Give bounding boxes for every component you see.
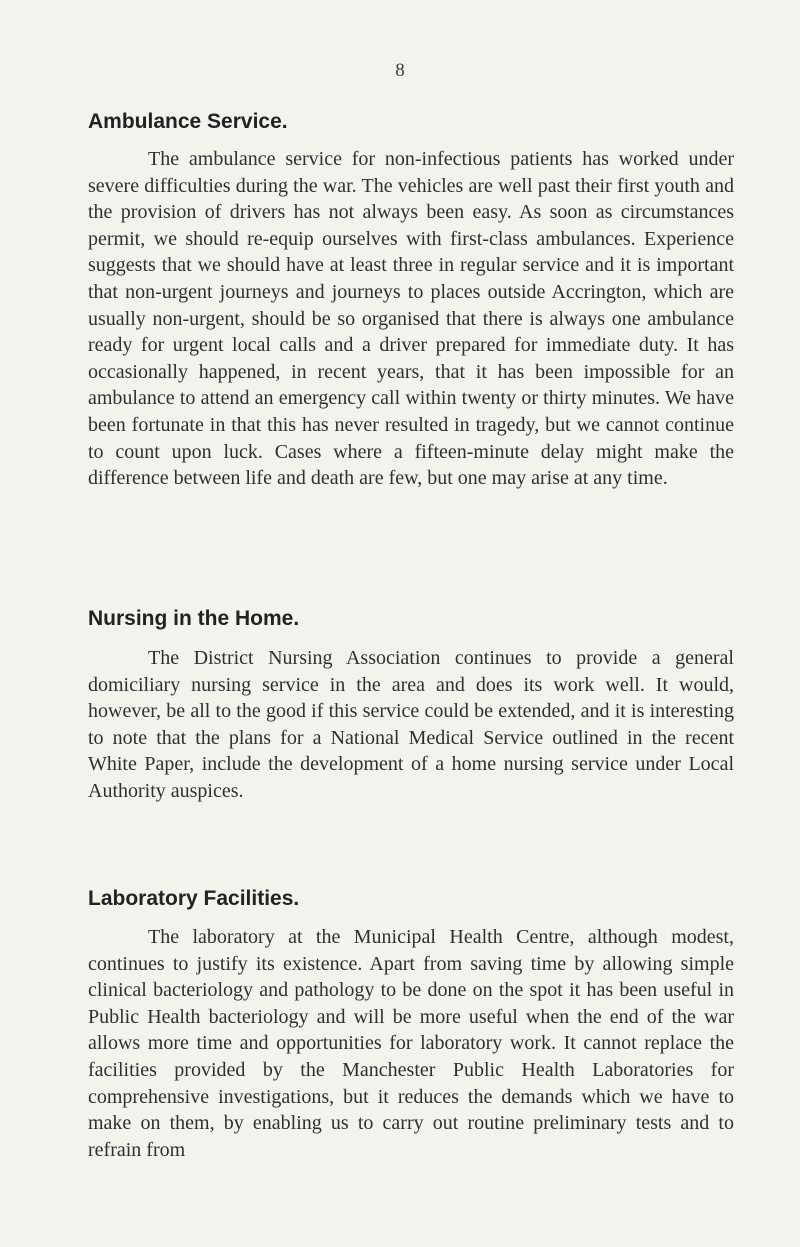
heading-ambulance-service: Ambulance Service.	[88, 110, 288, 133]
paragraph-ambulance-service: The ambulance service for non-infectious patients has worked under severe difficulties during the war. The vehicles are well past their first youth and the provision of drivers has not always been easy. As soon as circumstances permit, we should re-equip ourselves with first-class ambulances. Experience suggests that we should have at least three in regular service and it is important that non-urgent journeys and journeys to places outside Accrington, which are usually non-urgent, should be so organised that there is always one ambulance ready for urgent local calls and a driver prepared for immediate duty. It has occasionally happened, in recent years, that it has been impossible for an ambulance to attend an emergency call within twenty or thirty minutes. We have been fortunate in that this has never resulted in tragedy, but we cannot continue to count upon luck. Cases where a fifteen-minute delay might make the difference between life and death are few, but one may arise at any time.	[88, 148, 734, 490]
page-number: 8	[395, 60, 405, 81]
heading-laboratory-facilities: Laboratory Facilities.	[88, 887, 300, 910]
heading-nursing-in-the-home: Nursing in the Home.	[88, 607, 300, 630]
paragraph-laboratory-facilities: The laboratory at the Municipal Health Centre, although modest, continues to justify its existence. Apart from saving time by allowing simple clinical bacteriology and pathology to be done on the spot it has been useful in Public Health bacteriology and will be more useful when the end of the war allows more time and opportunities for laboratory work. It cannot replace the facilities provided by the Manchester Public Health Laboratories for comprehensive investigations, but it reduces the demands which we have to make on them, by enabling us to carry out routine preliminary tests and to refrain from	[88, 926, 734, 1161]
paragraph-nursing-in-the-home: The District Nursing Association continues to provide a general domiciliary nursing service in the area and does its work well. It would, however, be all to the good if this service could be extended, and it is interesting to note that the plans for a National Medical Service outlined in the recent White Paper, include the development of a home nursing service under Local Authority auspices.	[88, 647, 734, 802]
